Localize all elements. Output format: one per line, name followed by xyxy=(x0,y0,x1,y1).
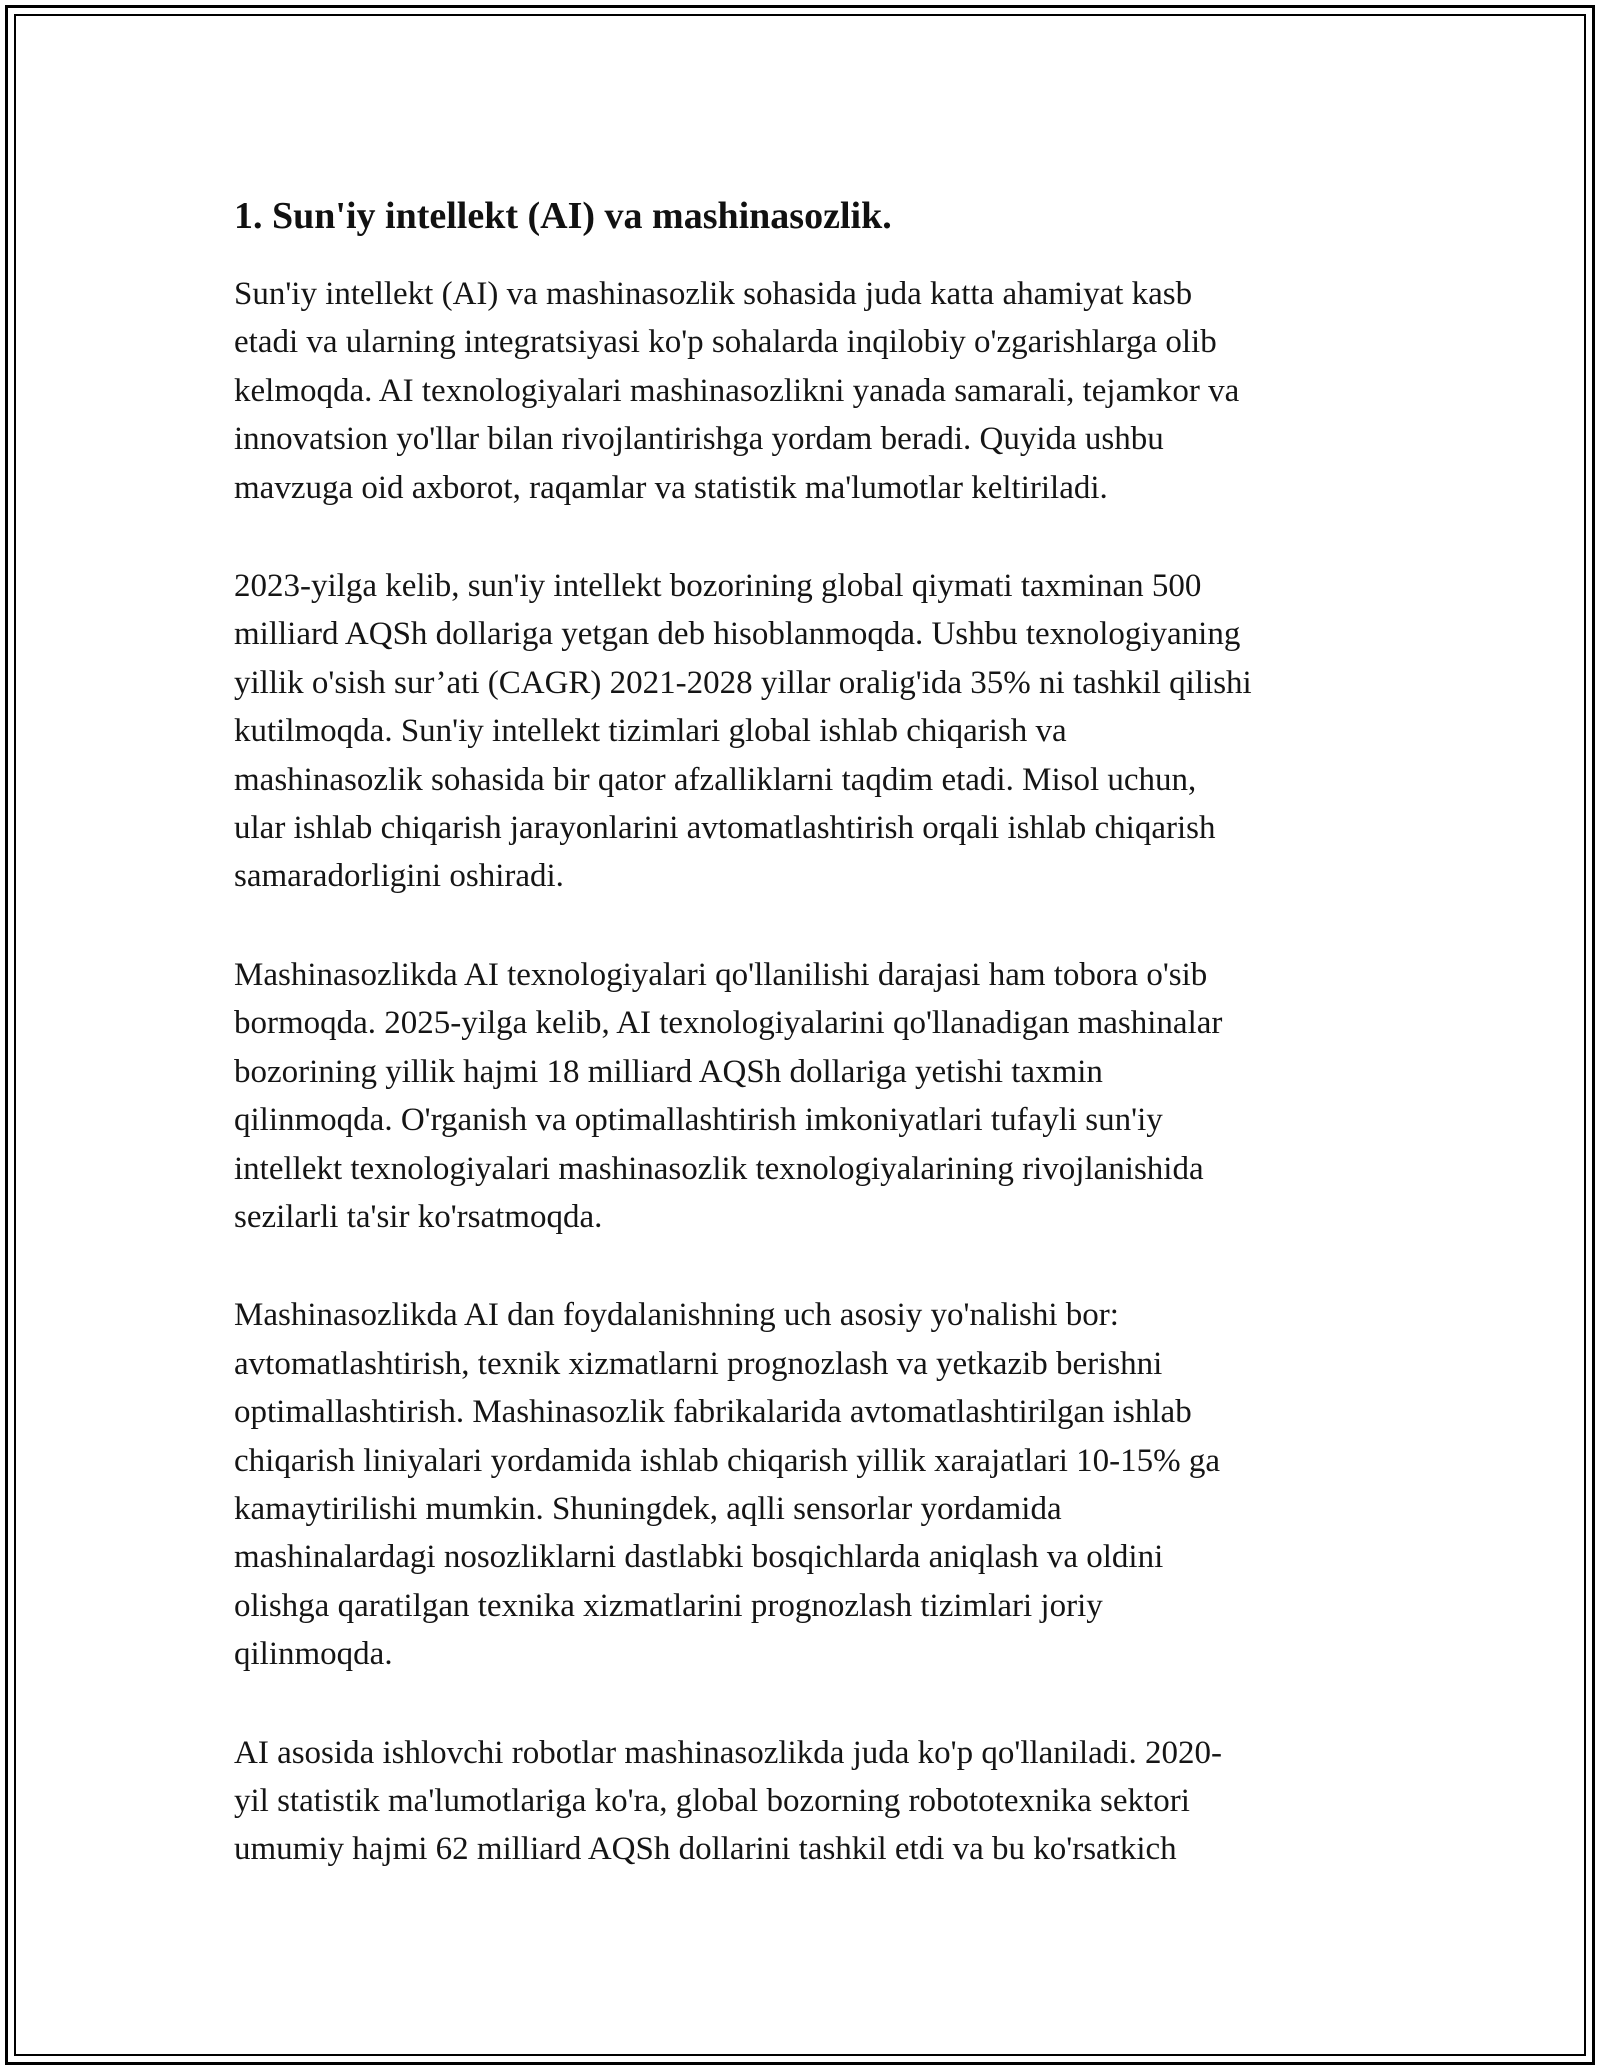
text-line: etadi va ularning integratsiyasi ko'p sohalarda inqilobiy o'zgarishlarga olib xyxy=(234,324,1217,361)
text-line: mavzuga oid axborot, raqamlar va statistik ma'lumotlar keltiriladi. xyxy=(234,469,1108,506)
text-line: yil statistik ma'lumotlariga ko'ra, global bozorning robototexnika sektori xyxy=(234,1782,1190,1819)
paragraph-directions xyxy=(234,1291,1374,1678)
text-line: milliard AQSh dollariga yetgan deb hisoblanmoqda. Ushbu texnologiyaning xyxy=(234,616,1241,653)
text-line: avtomatlashtirish, texnik xizmatlarni prognozlash va yetkazib berishni xyxy=(234,1345,1163,1382)
text-line: qilinmoqda. xyxy=(234,1636,393,1673)
text-line: qilinmoqda. O'rganish va optimallashtirish imkoniyatlari tufayli sun'iy xyxy=(234,1102,1163,1139)
text-line: yillik o'sish sur’ati (CAGR) 2021-2028 yillar oralig'ida 35% ni tashkil qilishi xyxy=(234,664,1252,701)
text-line: bozorining yillik hajmi 18 milliard AQSh dollariga yetishi taxmin xyxy=(234,1053,1103,1090)
text-line: kutilmoqda. Sun'iy intellekt tizimlari global ishlab chiqarish va xyxy=(234,713,1067,750)
text-line: mashinalardagi nosozliklarni dastlabki bosqichlarda aniqlash va oldini xyxy=(234,1539,1164,1576)
text-line: kamaytirilishi mumkin. Shuningdek, aqlli sensorlar yordamida xyxy=(234,1490,1062,1527)
paragraph-market-value xyxy=(234,562,1374,901)
text-line: AI asosida ishlovchi robotlar mashinasozlikda juda ko'p qo'llaniladi. 2020- xyxy=(234,1734,1222,1771)
text-line: mashinasozlik sohasida bir qator afzalliklarni taqdim etadi. Misol uchun, xyxy=(234,761,1197,798)
text-line: samaradorligini oshiradi. xyxy=(234,858,564,895)
paragraph-intro xyxy=(234,270,1374,512)
text-line: intellekt texnologiyalari mashinasozlik texnologiyalarining rivojlanishida xyxy=(234,1150,1204,1187)
document-body xyxy=(234,190,1374,1924)
text-line: Sun'iy intellekt (AI) va mashinasozlik sohasida juda katta ahamiyat kasb xyxy=(234,276,1193,312)
text-line: chiqarish liniyalari yordamida ishlab chiqarish yillik xarajatlari 10-15% ga xyxy=(234,1442,1221,1479)
paragraph-robots xyxy=(234,1729,1374,1874)
text-line: Mashinasozlikda AI texnologiyalari qo'llanilishi darajasi ham tobora o'sib xyxy=(234,956,1208,993)
text-line: optimallashtirish. Mashinasozlik fabrikalarida avtomatlashtirilgan ishlab xyxy=(234,1394,1192,1431)
text-line: ular ishlab chiqarish jarayonlarini avtomatlashtirish orqali ishlab chiqarish xyxy=(234,810,1216,847)
text-line: bormoqda. 2025-yilga kelib, AI texnologiyalarini qo'llanadigan mashinalar xyxy=(234,1005,1223,1042)
text-line: sezilarli ta'sir ko'rsatmoqda. xyxy=(234,1198,603,1235)
text-line: olishga qaratilgan texnika xizmatlarini prognozlash tizimlari joriy xyxy=(234,1587,1103,1624)
text-line: Mashinasozlikda AI dan foydalanishning uch asosiy yo'nalishi bor: xyxy=(234,1297,1119,1334)
text-line: 2023-yilga kelib, sun'iy intellekt bozorining global qiymati taxminan 500 xyxy=(234,568,1202,605)
text-line: umumiy hajmi 62 milliard AQSh dollarini tashkil etdi va bu ko'rsatkich xyxy=(234,1831,1177,1868)
text-line: kelmoqda. AI texnologiyalari mashinasozlikni yanada samarali, tejamkor va xyxy=(234,372,1240,409)
section-heading: 1. Sun'iy intellekt (AI) va mashinasozlik. xyxy=(234,195,892,237)
paragraph-adoption xyxy=(234,951,1374,1241)
text-line: innovatsion yo'llar bilan rivojlantirishga yordam beradi. Quyida ushbu xyxy=(234,421,1164,458)
